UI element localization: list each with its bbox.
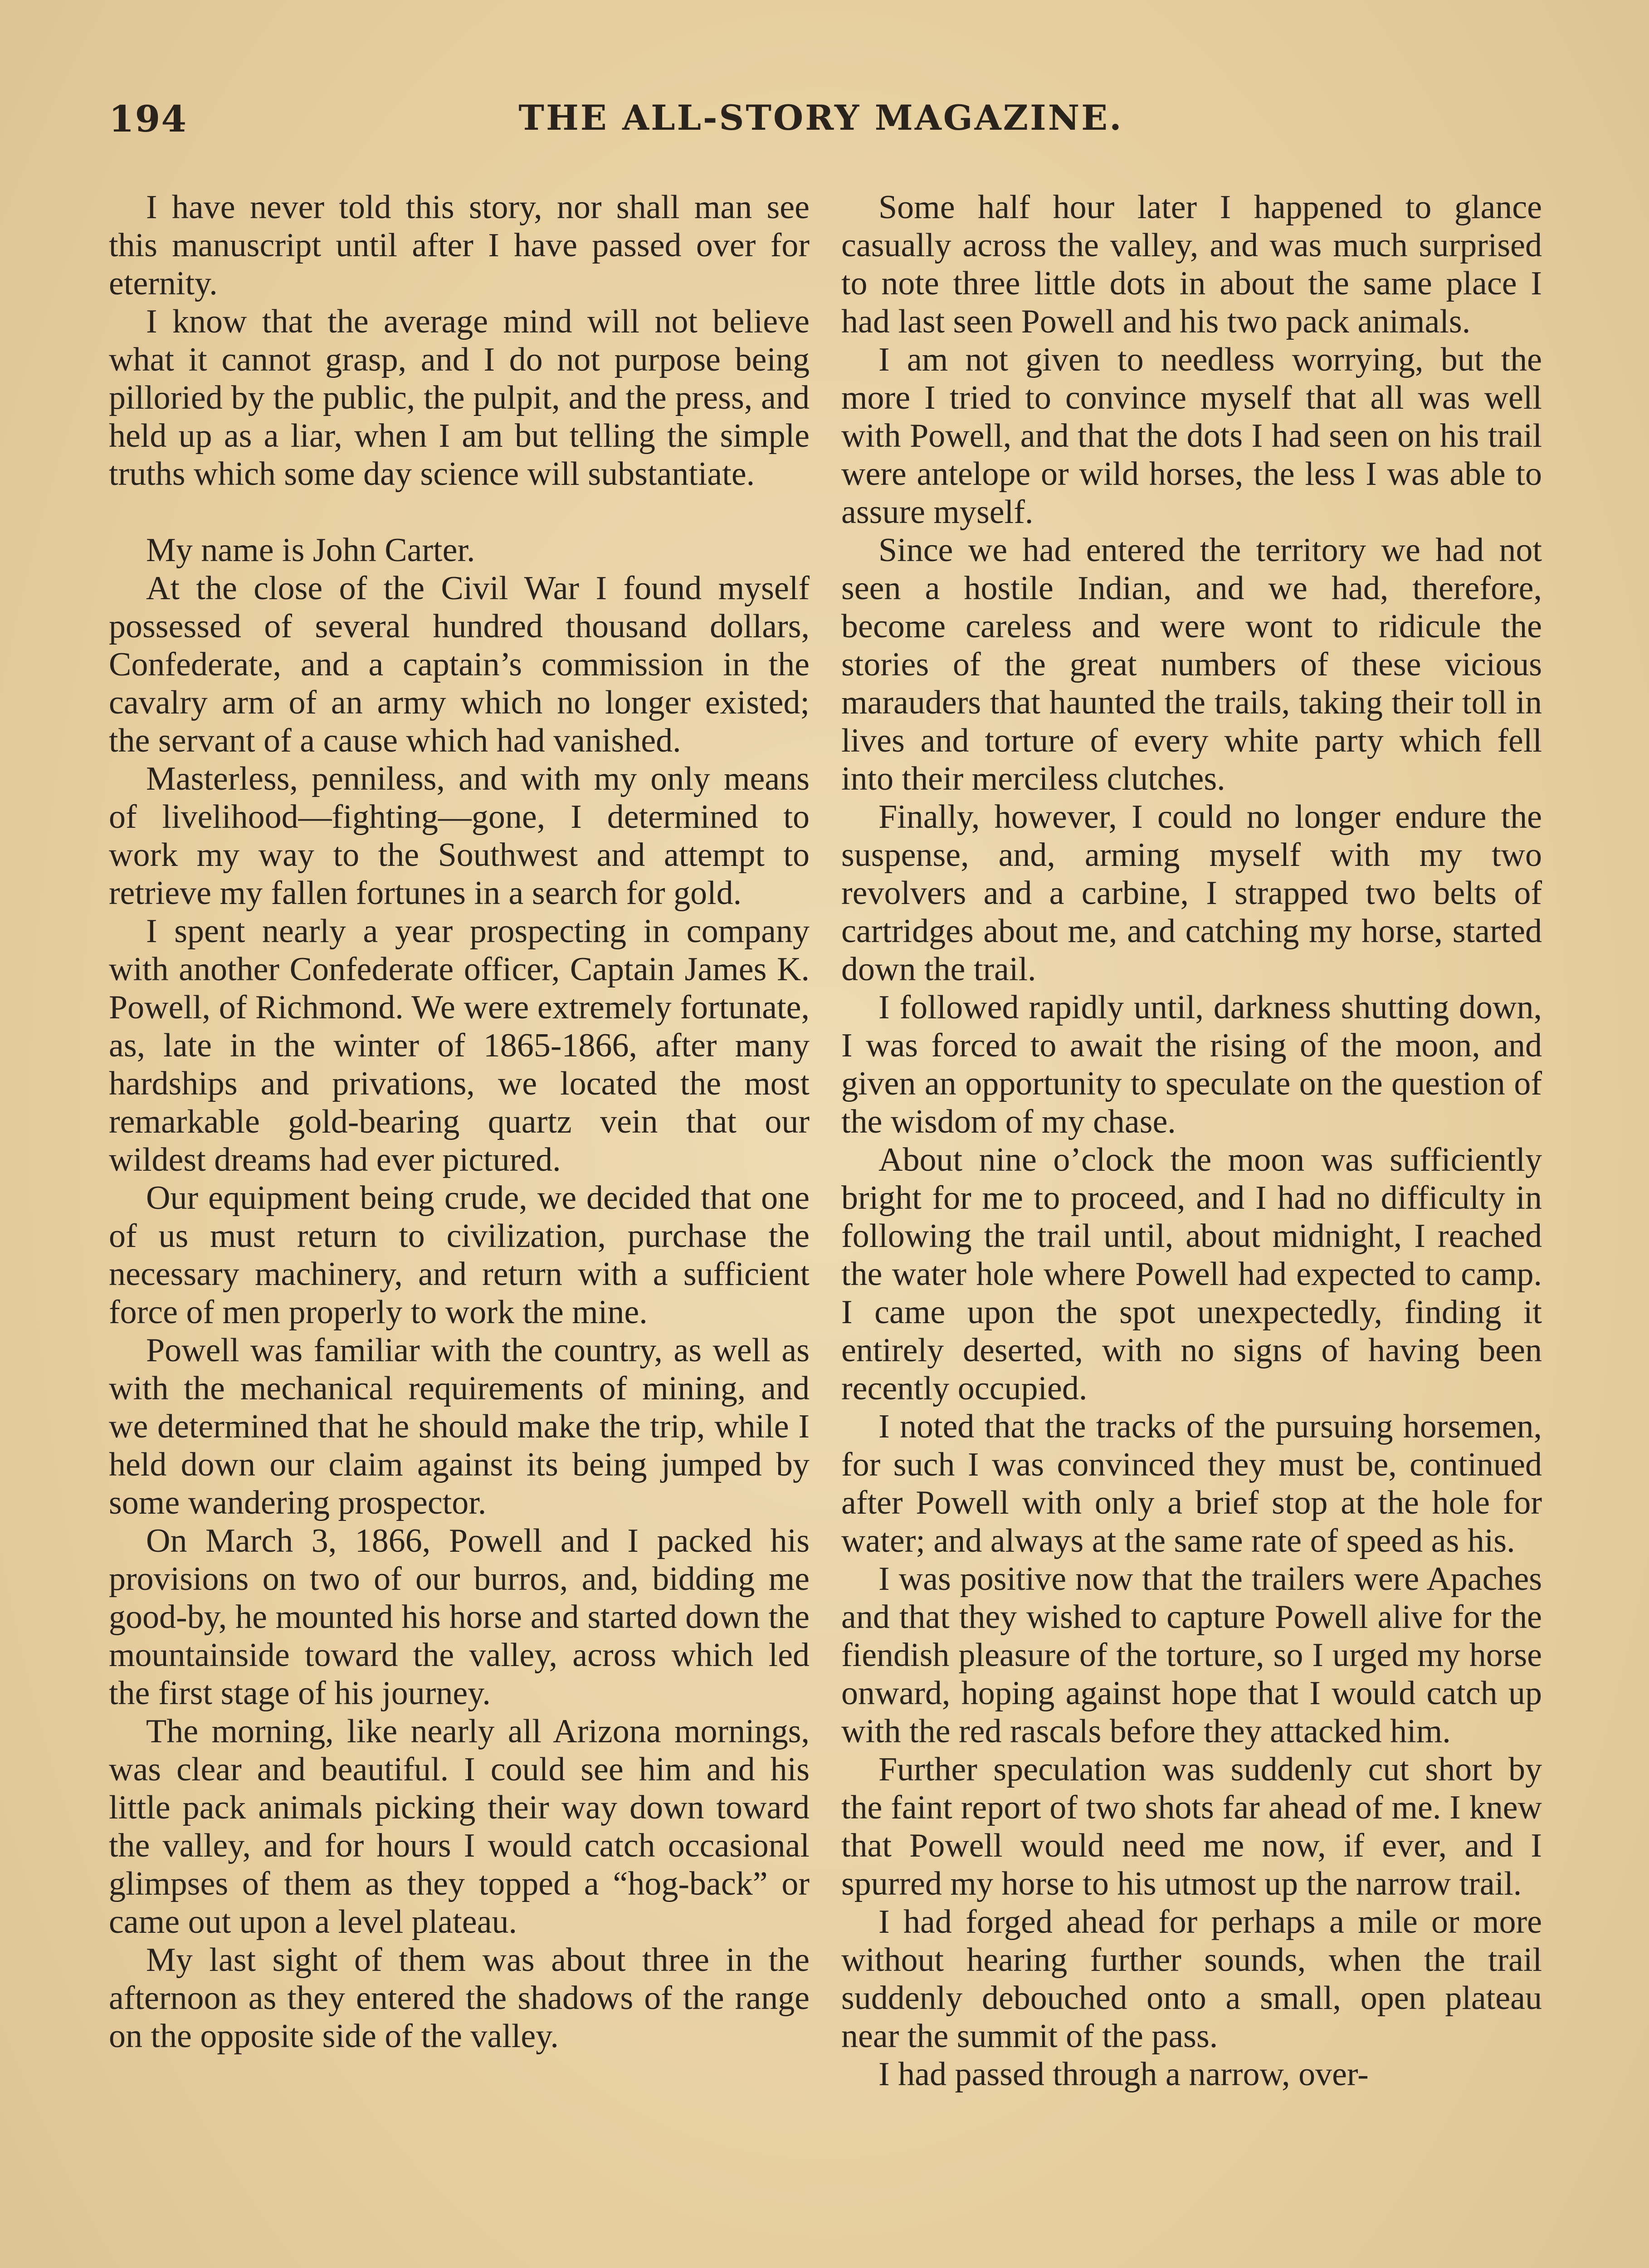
paragraph: Since we had entered the territory we had not seen a hostile Indian, and we had, therefore, become careless and were wont to ridicule the stories of the great numbers of these vicious marauders that haunted the trails, taking their toll in lives and torture of every white party which fell into their merciless clutches. bbox=[841, 532, 1542, 797]
paragraph: Finally, however, I could no longer endure the suspense, and, arming myself with my two revolvers and a carbine, I strapped two belts of cartridges about me, and catching my horse, started down the trail. bbox=[841, 798, 1542, 988]
paragraph: On March 3, 1866, Powell and I packed his provisions on two of our burros, and, bidding me good-by, he mounted his horse and started down the mountainside toward the valley, across which led the first stage of his journey. bbox=[109, 1522, 810, 1712]
paragraph: I had passed through a narrow, over- bbox=[878, 2056, 1369, 2093]
paragraph: My name is John Carter. bbox=[146, 532, 475, 569]
paragraph: I had forged ahead for perhaps a mile or more without hearing further sounds, when the trail suddenly debouched onto a small, open plateau near the summit of the pass. bbox=[841, 1903, 1542, 2055]
paragraph: I know that the average mind will not believe what it cannot grasp, and I do not purpose being pilloried by the public, the pulpit, and the press, and held up as a liar, when I am but telling the simple truths which some day science will substantiate. bbox=[109, 303, 810, 493]
paragraph: Some half hour later I happened to glance casually across the valley, and was much surprised to note three little dots in about the same place I had last seen Powell and his two pack animals. bbox=[841, 189, 1542, 340]
paragraph: I noted that the tracks of the pursuing horsemen, for such I was convinced they must be, continued after Powell with only a brief stop at the hole for water; and always at the same rate of speed as his. bbox=[841, 1408, 1542, 1559]
paragraph: I have never told this story, nor shall man see this manuscript until after I have passed over for eternity. bbox=[109, 189, 810, 302]
paragraph: Our equipment being crude, we decided that one of us must return to civilization, purchase the necessary machinery, and return with a sufficient force of men properly to work the mine. bbox=[109, 1179, 810, 1331]
paragraph: I was positive now that the trailers were Apaches and that they wished to capture Powell alive for the fiendish pleasure of the torture, so I urged my horse onward, hoping against hope that I would catch up with the red rascals before they attacked him. bbox=[841, 1560, 1542, 1750]
left-column bbox=[109, 188, 810, 2055]
paragraph: Masterless, penniless, and with my only means of livelihood—fighting—gone, I determined to work my way to the Southwest and attempt to retrieve my fallen fortunes in a search for gold. bbox=[109, 760, 810, 912]
right-column bbox=[841, 188, 1542, 2093]
paragraph: Further speculation was suddenly cut short by the faint report of two shots far ahead of me. I knew that Powell would need me now, if ever, and I spurred my horse to his utmost up the narrow trail. bbox=[841, 1751, 1542, 1902]
paragraph: I am not given to needless worrying, but the more I tried to convince myself that all was well with Powell, and that the dots I had seen on his trail were antelope or wild horses, the less I was able to assure myself. bbox=[841, 341, 1542, 531]
paragraph: At the close of the Civil War I found myself possessed of several hundred thousand dollars, Confederate, and a captain’s commission in the cavalry arm of an army which no longer existed; the servant of a cause which had vanished. bbox=[109, 570, 810, 759]
paragraph: Powell was familiar with the country, as well as with the mechanical requirements of mining, and we determined that he should make the trip, while I held down our claim against its being jumped by some wandering prospector. bbox=[109, 1332, 810, 1521]
paragraph: About nine o’clock the moon was sufficiently bright for me to proceed, and I had no difficulty in following the trail until, about midnight, I reached the water hole where Powell had expected to camp. I came upon the spot unexpectedly, finding it entirely deserted, with no signs of having been recently occupied. bbox=[841, 1141, 1542, 1407]
paragraph: My last sight of them was about three in the afternoon as they entered the shadows of the range on the opposite side of the valley. bbox=[109, 1941, 810, 2055]
paragraph: The morning, like nearly all Arizona mornings, was clear and beautiful. I could see him and his little pack animals picking their way down toward the valley, and for hours I would catch occasional glimpses of them as they topped a “hog-back” or came out upon a level plateau. bbox=[109, 1713, 810, 1941]
page-number: 194 bbox=[109, 98, 187, 140]
paragraph: I spent nearly a year prospecting in company with another Confederate officer, Captain James K. Powell, of Richmond. We were extremely fortunate, as, late in the winter of 1865-1866, after many hardships and privations, we located the most remarkable gold-bearing quartz vein that our wildest dreams had ever pictured. bbox=[109, 913, 810, 1178]
running-title: THE ALL-STORY MAGAZINE. bbox=[518, 98, 1123, 138]
paragraph: I followed rapidly until, darkness shutting down, I was forced to await the rising of the moon, and given an opportunity to speculate on the question of the wisdom of my chase. bbox=[841, 989, 1542, 1140]
page-header bbox=[109, 98, 1533, 152]
